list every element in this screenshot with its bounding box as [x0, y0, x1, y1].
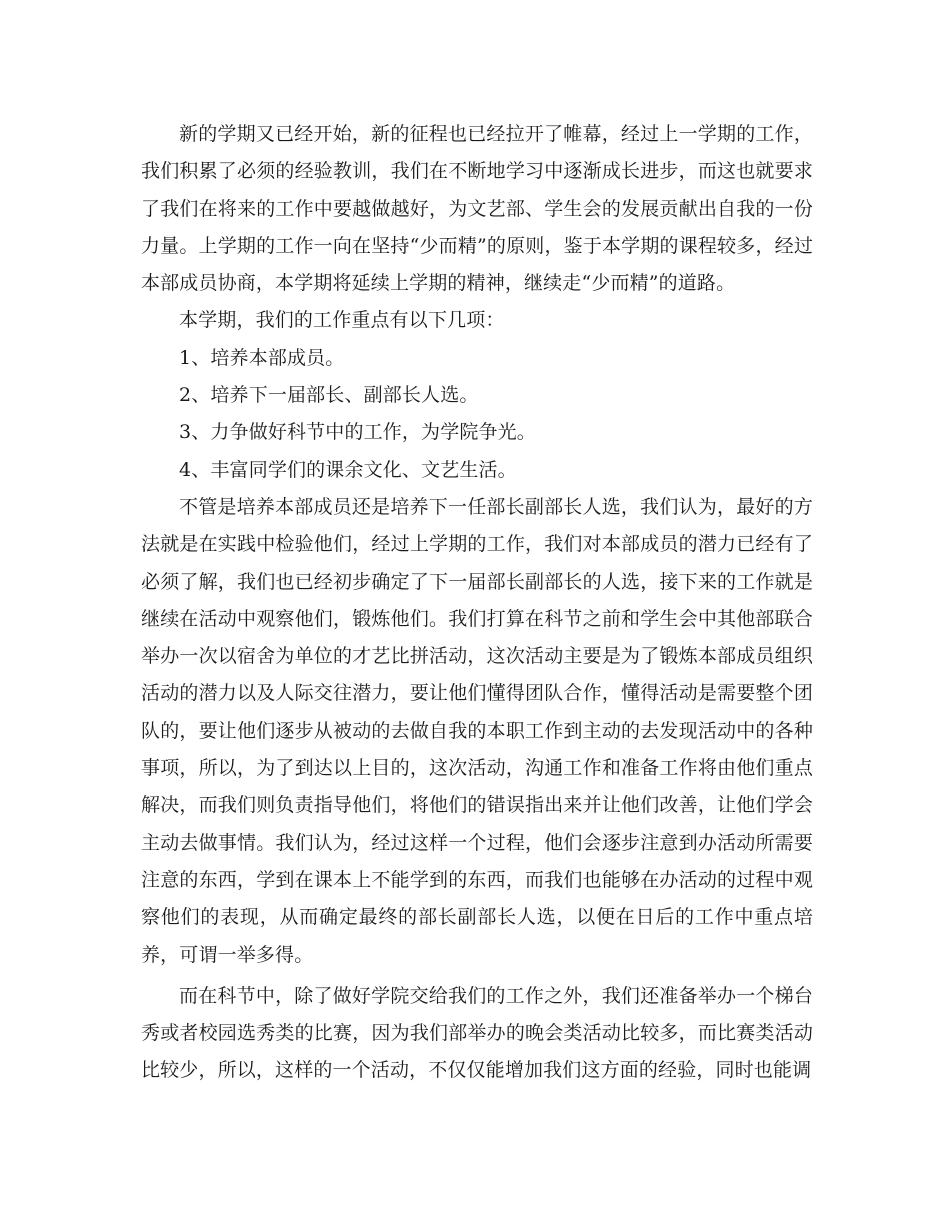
- list-item-4: 4、丰富同学们的课余文化、文艺生活。: [179, 458, 517, 481]
- paragraph-intro: 新的学期又已经开始，新的征程也已经拉开了帷幕，经过上一学期的工作，我们积累了必须的经验教训，我们在不断地学习中逐渐成长进步，而这也就要求了我们在将来的工作中要越做越好，为文艺部、学生会的发展贡献出自我的一份力量。上学期的工作一向在坚持“少而精”的原则，鉴于本学期的课程较多，经过本部成员协商，本学期将延续上学期的精神，继续走“少而精”的道路。: [141, 123, 813, 295]
- list-item-1: 1、培养本部成员。: [179, 346, 345, 369]
- list-item-3: 3、力争做好科节中的工作，为学院争光。: [179, 421, 536, 444]
- document-body: [141, 116, 813, 1090]
- paragraph-focus-heading: 本学期，我们的工作重点有以下几项：: [179, 309, 505, 332]
- paragraph-science-festival: 而在科节中，除了做好学院交给我们的工作之外，我们还准备举办一个梯台秀或者校园选秀类的比赛，因为我们部举办的晚会类活动比较多，而比赛类活动比较少，所以，这样的一个活动，不仅仅能增加我们这方面的经验，同时也能调: [141, 984, 813, 1082]
- list-item-2: 2、培养下一届部长、副部长人选。: [179, 384, 479, 407]
- paragraph-training: 不管是培养本部成员还是培养下一任部长副部长人选，我们认为，最好的方法就是在实践中检验他们，经过上学期的工作，我们对本部成员的潜力已经有了必须了解，我们也已经初步确定了下一届部长副部长的人选，接下来的工作就是继续在活动中观察他们，锻炼他们。我们打算在科节之前和学生会中其他部联合举办一次以宿舍为单位的才艺比拼活动，这次活动主要是为了锻炼本部成员组织活动的潜力以及人际交往潜力，要让他们懂得团队合作，懂得活动是需要整个团队的，要让他们逐步从被动的去做自我的本职工作到主动的去发现活动中的各种事项，所以，为了到达以上目的，这次活动，沟通工作和准备工作将由他们重点解决，而我们则负责指导他们，将他们的错误指出来并让他们改善，让他们学会主动去做事情。我们认为，经过这样一个过程，他们会逐步注意到办活动所需要注意的东西，学到在课本上不能学到的东西，而我们也能够在办活动的过程中观察他们的表现，从而确定最终的部长副部长人选，以便在日后的工作中重点培养，可谓一举多得。: [141, 495, 813, 966]
